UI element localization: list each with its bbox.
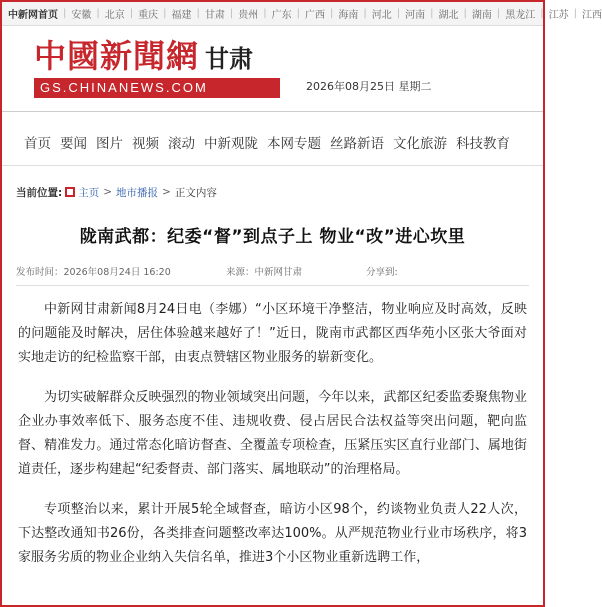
nav-item-home[interactable]: 首页 [24, 135, 51, 152]
topnav-item[interactable]: 广西 [305, 10, 325, 21]
logo-url-banner: GS.CHINANEWS.COM [34, 78, 280, 98]
article-paragraph: 为切实破解群众反映强烈的物业领域突出问题，今年以来，武都区纪委监委聚焦物业企业办事效率低下、服务态度不佳、违规收费、侵占居民合法权益等突出问题，靶向监督、精准发力。通过常态化暗访督查、全覆盖专项检查，压紧压实区直行业部门、属地街道责任，逐步构建起“纪委督责、部门落实、属地联动”的治理格局。 [18, 390, 527, 477]
breadcrumb-home-link[interactable]: 主页 [78, 186, 100, 199]
nav-item-pictures[interactable]: 图片 [96, 135, 123, 152]
home-icon [65, 187, 75, 197]
nav-item-sci-edu[interactable]: 科技教育 [456, 135, 510, 152]
header-divider [2, 111, 543, 112]
topnav-item[interactable]: 海南 [338, 10, 359, 21]
topnav-item[interactable]: 河北 [371, 10, 392, 21]
topnav-item[interactable]: 湖北 [438, 10, 459, 21]
nav-item-guanlong[interactable]: 中新观陇 [204, 135, 258, 152]
publish-time: 发布时间：2026年08月24日 16:20 [16, 267, 171, 278]
article-paragraph: 专项整治以来，累计开展5轮全域督查，暗访小区98个，约谈物业负责人22人次，下达整改通知书26份，各类排查问题整改率达100%。从严规范物业行业市场秩序，将3家服务劣质的物业企业纳入失信名单，推进3个小区物业重新选聘工作， [18, 502, 527, 565]
topnav-item[interactable]: 甘肃 [204, 10, 225, 21]
breadcrumb-arrow: > [103, 186, 113, 198]
main-nav [2, 118, 543, 166]
nav-item-news[interactable]: 要闻 [60, 135, 87, 152]
topnav-item[interactable]: 福建 [171, 10, 192, 21]
breadcrumb-arrow: > [162, 186, 171, 198]
article-body [2, 298, 543, 570]
logo-region: 甘肃 [205, 45, 254, 73]
article-paragraph: 中新网甘肃新闻8月24日电（李娜）“小区环境干净整洁，物业响应及时高效，反映的问题能及时解决，居住体验越来越好了！”近日，陇南市武都区西华苑小区张大爷面对实地走访的纪检监察干部，由衷点赞辖区物业服务的崭新变化。 [18, 302, 527, 365]
topnav-item[interactable]: 黑龙江 [505, 10, 536, 21]
share-label: 分享到: [366, 267, 398, 278]
meta-divider [16, 285, 529, 286]
nav-item-culture-travel[interactable]: 文化旅游 [393, 135, 447, 152]
article-meta [2, 263, 543, 279]
topnav-item[interactable]: 安徽 [71, 10, 92, 21]
site-logo[interactable] [34, 38, 253, 77]
nav-item-silkroad[interactable]: 丝路新语 [330, 135, 384, 152]
nav-item-topics[interactable]: 本网专题 [267, 135, 321, 152]
top-nav: 中新网首页 | 安徽 | 北京 | 重庆 | 福建 | 甘肃 | 贵州 | 广东 | 广西 | 海南 | 河北 | 河南 | 湖北 | 湖南 | 黑龙江 | 江苏 | 江西 [2, 2, 543, 26]
topnav-item[interactable]: 北京 [104, 10, 125, 21]
topnav-item[interactable]: 广东 [271, 10, 292, 21]
header-date: 2026年08月25日 星期二 [306, 80, 432, 93]
topnav-item[interactable]: 湖南 [471, 10, 492, 21]
article-source: 来源：中新网甘肃 [226, 267, 303, 278]
topnav-item[interactable]: 贵州 [238, 10, 259, 21]
topnav-item-home[interactable]: 中新网首页 [8, 10, 58, 21]
breadcrumb-label: 当前位置: [16, 186, 63, 199]
topnav-separator: | [63, 8, 67, 19]
breadcrumb [2, 172, 543, 212]
nav-item-video[interactable]: 视频 [132, 135, 159, 152]
nav-item-scroll[interactable]: 滚动 [168, 135, 195, 152]
topnav-item[interactable]: 重庆 [138, 10, 159, 21]
topnav-item[interactable]: 江苏 [548, 10, 569, 21]
logo-chinese: 中國新聞網 [34, 37, 200, 75]
topnav-item[interactable]: 河南 [405, 10, 426, 21]
site-header [2, 26, 543, 104]
breadcrumb-current: 正文内容 [174, 186, 217, 199]
breadcrumb-section-link[interactable]: 地市播报 [116, 186, 159, 199]
article-title: 陇南武都：纪委“督”到点子上 物业“改”进心坎里 [79, 227, 466, 247]
topnav-item[interactable]: 江西 [582, 10, 602, 21]
